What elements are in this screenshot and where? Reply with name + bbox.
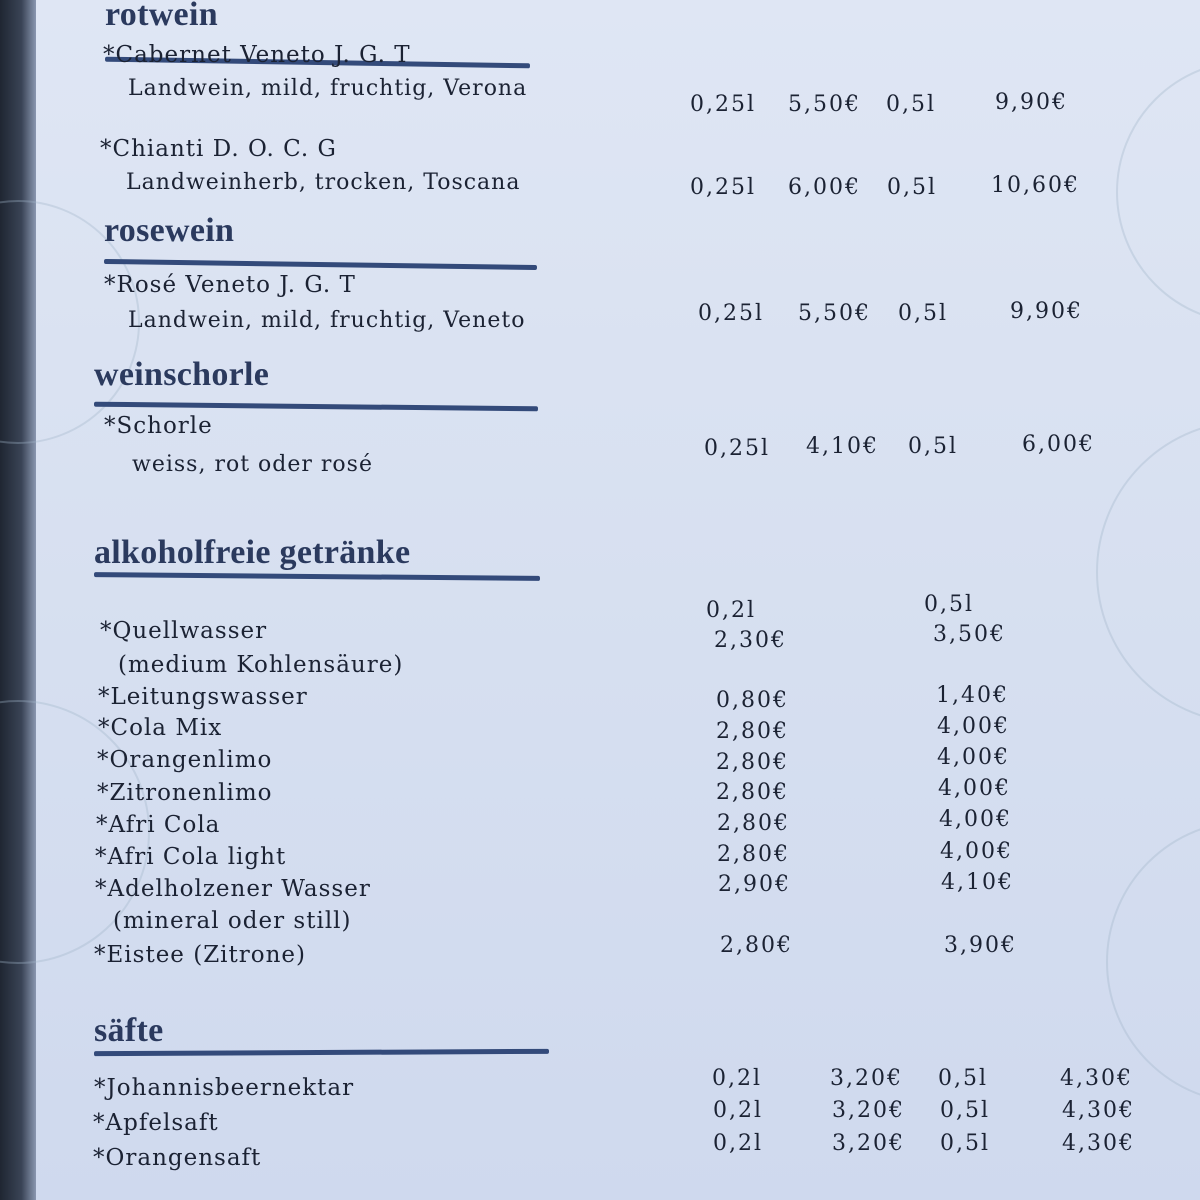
item-volume-small: 0,25l (704, 436, 771, 461)
item-price-large: 4,00€ (938, 776, 1011, 801)
item-price-small: 5,50€ (798, 301, 871, 326)
item-name: *Orangenlimo (97, 747, 273, 773)
item-price-large: 6,00€ (1022, 432, 1095, 457)
item-name: *Apfelsaft (93, 1110, 219, 1136)
item-name: *Rosé Veneto J. G. T (104, 272, 356, 298)
section-heading-rosewein: rosewein (104, 212, 235, 249)
item-price-small: 2,80€ (720, 933, 793, 958)
section-heading-weinschorle: weinschorle (94, 356, 270, 393)
item-volume-small: 0,25l (690, 92, 757, 117)
column-header-volume-large: 0,5l (924, 592, 975, 617)
item-price-small: 2,80€ (716, 780, 789, 805)
item-volume-large: 0,5l (938, 1066, 989, 1091)
item-price-large: 9,90€ (1010, 299, 1083, 324)
item-price-small: 6,00€ (788, 175, 861, 200)
item-price-large: 4,00€ (939, 807, 1012, 832)
item-volume-large: 0,5l (886, 92, 937, 117)
item-volume-large: 0,5l (898, 301, 949, 326)
item-name: *Leitungswasser (98, 684, 308, 710)
item-name: *Eistee (Zitrone) (94, 942, 307, 968)
item-price-small: 4,10€ (806, 434, 879, 459)
item-name: *Zitronenlimo (97, 780, 273, 806)
item-description: weiss, rot oder rosé (132, 452, 373, 477)
item-price-small: 5,50€ (788, 92, 861, 117)
item-volume-large: 0,5l (908, 434, 959, 459)
item-price-large: 3,90€ (944, 933, 1017, 958)
item-volume-small: 0,2l (712, 1066, 763, 1091)
item-price-small: 3,20€ (830, 1066, 903, 1091)
item-price-large: 4,00€ (940, 839, 1013, 864)
item-price-small: 2,30€ (714, 628, 787, 653)
item-name: *Adelholzener Wasser (95, 876, 371, 902)
item-price-large: 3,50€ (933, 622, 1006, 647)
item-price-large: 4,10€ (941, 870, 1014, 895)
section-heading-alkoholfrei: alkoholfreie getränke (94, 534, 411, 571)
item-price-large: 4,00€ (937, 714, 1010, 739)
item-price-large: 10,60€ (991, 173, 1080, 198)
item-price-small: 2,90€ (718, 872, 791, 897)
item-name: *Afri Cola (96, 812, 221, 838)
item-name: *Quellwasser (100, 618, 268, 644)
item-price-large: 4,00€ (937, 745, 1010, 770)
item-name: *Cola Mix (98, 715, 223, 741)
item-name: *Orangensaft (93, 1145, 262, 1171)
item-volume-small: 0,25l (698, 301, 765, 326)
column-header-volume-small: 0,2l (706, 598, 757, 623)
item-price-large: 4,30€ (1062, 1098, 1135, 1123)
decorative-swirl (1106, 820, 1200, 1104)
item-price-small: 2,80€ (716, 750, 789, 775)
item-name: *Johannisbeernektar (94, 1075, 355, 1101)
item-volume-large: 0,5l (940, 1098, 991, 1123)
item-price-large: 9,90€ (995, 90, 1068, 115)
item-name: *Schorle (104, 413, 213, 439)
item-price-small: 2,80€ (717, 842, 790, 867)
item-volume-large: 0,5l (940, 1131, 991, 1156)
item-price-small: 2,80€ (717, 811, 790, 836)
item-price-small: 3,20€ (832, 1131, 905, 1156)
item-name: *Cabernet Veneto J. G. T (103, 42, 411, 68)
item-description: Landwein, mild, fruchtig, Veneto (128, 308, 526, 333)
item-name: *Chianti D. O. C. G (100, 136, 337, 162)
item-volume-small: 0,2l (713, 1098, 764, 1123)
decorative-swirl (1116, 60, 1200, 324)
item-name: *Afri Cola light (95, 844, 287, 870)
decorative-swirl (1096, 420, 1200, 724)
item-note: (mineral oder still) (113, 908, 352, 934)
item-price-large: 4,30€ (1062, 1131, 1135, 1156)
menu-cover-edge (0, 0, 36, 1200)
item-description: Landweinherb, trocken, Toscana (126, 170, 521, 195)
item-price-small: 2,80€ (716, 719, 789, 744)
item-volume-small: 0,2l (713, 1131, 764, 1156)
item-price-small: 0,80€ (716, 688, 789, 713)
item-price-small: 3,20€ (832, 1098, 905, 1123)
section-heading-saefte: säfte (94, 1012, 164, 1049)
item-note: (medium Kohlensäure) (118, 652, 404, 678)
item-volume-small: 0,25l (690, 175, 757, 200)
item-price-large: 4,30€ (1060, 1066, 1133, 1091)
item-description: Landwein, mild, fruchtig, Verona (128, 76, 528, 101)
item-volume-large: 0,5l (887, 175, 938, 200)
section-heading-rotwein: rotwein (105, 0, 218, 33)
item-price-large: 1,40€ (936, 683, 1009, 708)
